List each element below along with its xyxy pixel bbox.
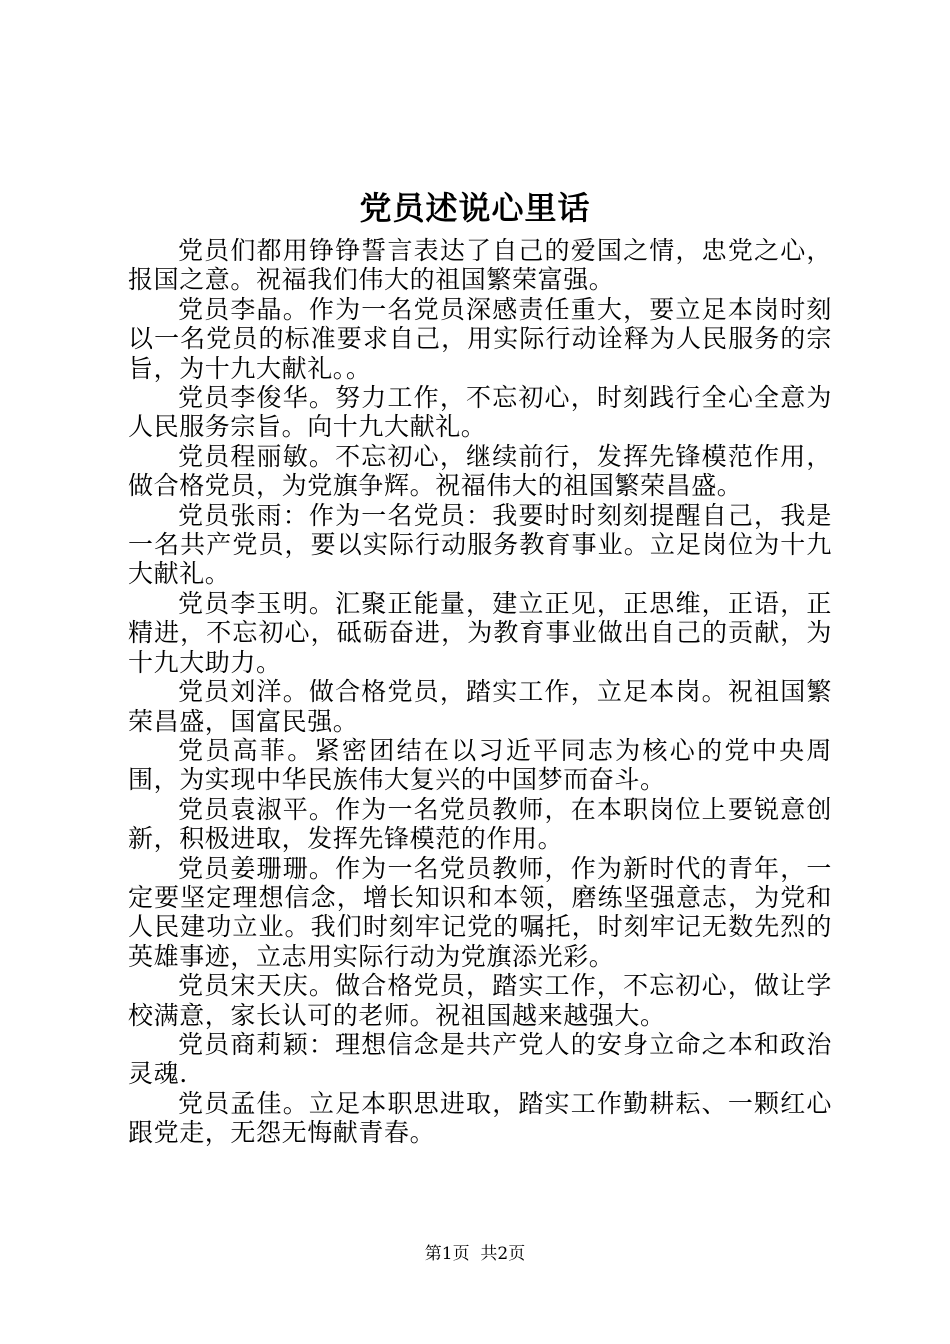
paragraph-li-junhua: 党员李俊华。努力工作，不忘初心，时刻践行全心全意为人民服务宗旨。向十九大献礼。 [128,383,832,442]
page-number: 第1页 [424,1244,470,1264]
paragraph-song-tianqing: 党员宋天庆。做合格党员，踏实工作，不忘初心，做让学校满意，家长认可的老师。祝祖国越来越强大。 [128,971,832,1030]
paragraph-zhang-yu: 党员张雨：作为一名党员：我要时时刻刻提醒自己，我是一名共产党员，要以实际行动服务教育事业。立足岗位为十九大献礼。 [128,500,832,589]
paragraph-yuan-shuping: 党员袁淑平。作为一名党员教师，在本职岗位上要锐意创新，积极进取，发挥先锋模范的作用。 [128,794,832,854]
page-footer [0,1243,950,1265]
document-title: 党员述说心里话 [359,189,591,227]
page-total: 共2页 [480,1244,526,1264]
paragraph-jiang-shanshan: 党员姜珊珊。作为一名党员教师，作为新时代的青年，一定要坚定理想信念，增长知识和本领，磨练坚强意志，为党和人民建功立业。我们时刻牢记党的嘱托，时刻牢记无数先烈的英雄事迹，立志用实际行动为党旗添光彩。 [128,853,832,971]
paragraph-meng-jia: 党员孟佳。立足本职思进取，踏实工作勤耕耘、一颗红心跟党走，无怨无悔献青春。 [128,1088,832,1148]
paragraph-liu-yang: 党员刘洋。做合格党员，踏实工作，立足本岗。祝祖国繁荣昌盛，国富民强。 [128,677,832,736]
paragraph-cheng-limin: 党员程丽敏。不忘初心，继续前行，发挥先锋模范作用，做合格党员，为党旗争辉。祝福伟大的祖国繁荣昌盛。 [128,441,832,501]
paragraph-intro: 党员们都用铮铮誓言表达了自己的爱国之情，忠党之心，报国之意。祝福我们伟大的祖国繁荣富强。 [128,236,832,295]
paragraph-shang-liying: 党员商莉颖：理想信念是共产党人的安身立命之本和政治灵魂. [128,1029,832,1089]
document-body [128,236,832,1148]
paragraph-li-yuming: 党员李玉明。汇聚正能量，建立正见，正思维，正语，正精进，不忘初心，砥砺奋进，为教育事业做出自己的贡献，为十九大助力。 [128,588,832,677]
paragraph-gao-fei: 党员高菲。紧密团结在以习近平同志为核心的党中央周围，为实现中华民族伟大复兴的中国梦而奋斗。 [128,735,832,795]
paragraph-li-jing: 党员李晶。作为一名党员深感责任重大，要立足本岗时刻以一名党员的标准要求自己，用实际行动诠释为人民服务的宗旨，为十九大献礼。。 [128,294,832,383]
